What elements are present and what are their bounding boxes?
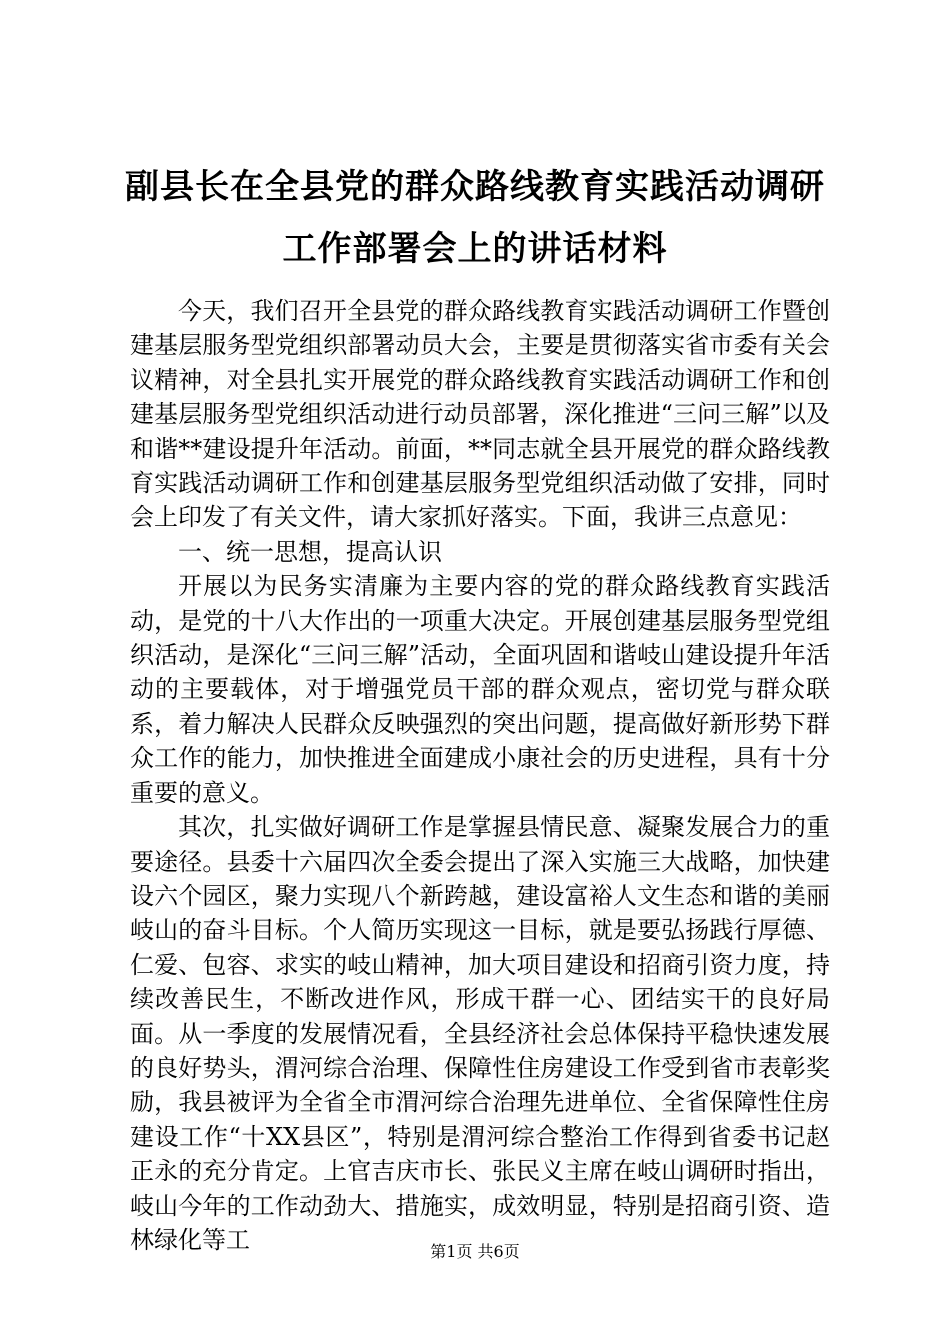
title-line-2: 工作部署会上的讲话材料: [282, 229, 668, 269]
paragraph-intro: 今天，我们召开全县党的群众路线教育实践活动调研工作暨创建基层服务型党组织部署动员大会，主要是贯彻落实省市委有关会议精神，对全县扎实开展党的群众路线教育实践活动调研工作和创建基层服务型党组织活动进行动员部署，深化推进“三问三解”以及和谐**建设提升年活动。前面，**同志就全县开展党的群众路线教育实践活动调研工作和创建基层服务型党组织活动做了安排，同时会上印发了有关文件，请大家抓好落实。下面，我讲三点意见：: [130, 297, 830, 532]
document-body: [130, 294, 830, 1257]
section-heading-1: 一、统一思想，提高认识: [178, 537, 442, 566]
title-line-1: 副县长在全县党的群众路线教育实践活动调研: [125, 167, 825, 207]
document-title: [120, 156, 830, 280]
page-footer: 第1页 共6页: [430, 1242, 520, 1261]
paragraph-research: 其次，扎实做好调研工作是掌握县情民意、凝聚发展合力的重要途径。县委十六届四次全委会提出了深入实施三大战略，加快建设六个园区，聚力实现八个新跨越，建设富裕人文生态和谐的美丽岐山的奋斗目标。个人简历实现这一目标，就是要弘扬践行厚德、仁爱、包容、求实的岐山精神，加大项目建设和招商引资力度，持续改善民生，不断改进作风，形成干群一心、团结实干的良好局面。从一季度的发展情况看，全县经济社会总体保持平稳快速发展的良好势头，渭河综合治理、保障性住房建设工作受到省市表彰奖励，我县被评为全省全市渭河综合治理先进单位、全省保障性住房建设工作“十XX县区”，特别是渭河综合整治工作得到省委书记赵正永的充分肯定。上官吉庆市长、张民义主席在岐山调研时指出，岐山今年的工作动劲大、措施实，成效明显，特别是招商引资、造林绿化等工: [130, 813, 830, 1254]
paragraph-significance: 开展以为民务实清廉为主要内容的党的群众路线教育实践活动，是党的十八大作出的一项重大决定。开展创建基层服务型党组织活动，是深化“三问三解”活动，全面巩固和谐岐山建设提升年活动的主要载体，对于增强党员干部的群众观点，密切党与群众联系，着力解决人民群众反映强烈的突出问题，提高做好新形势下群众工作的能力，加快推进全面建成小康社会的历史进程，具有十分重要的意义。: [130, 572, 830, 807]
